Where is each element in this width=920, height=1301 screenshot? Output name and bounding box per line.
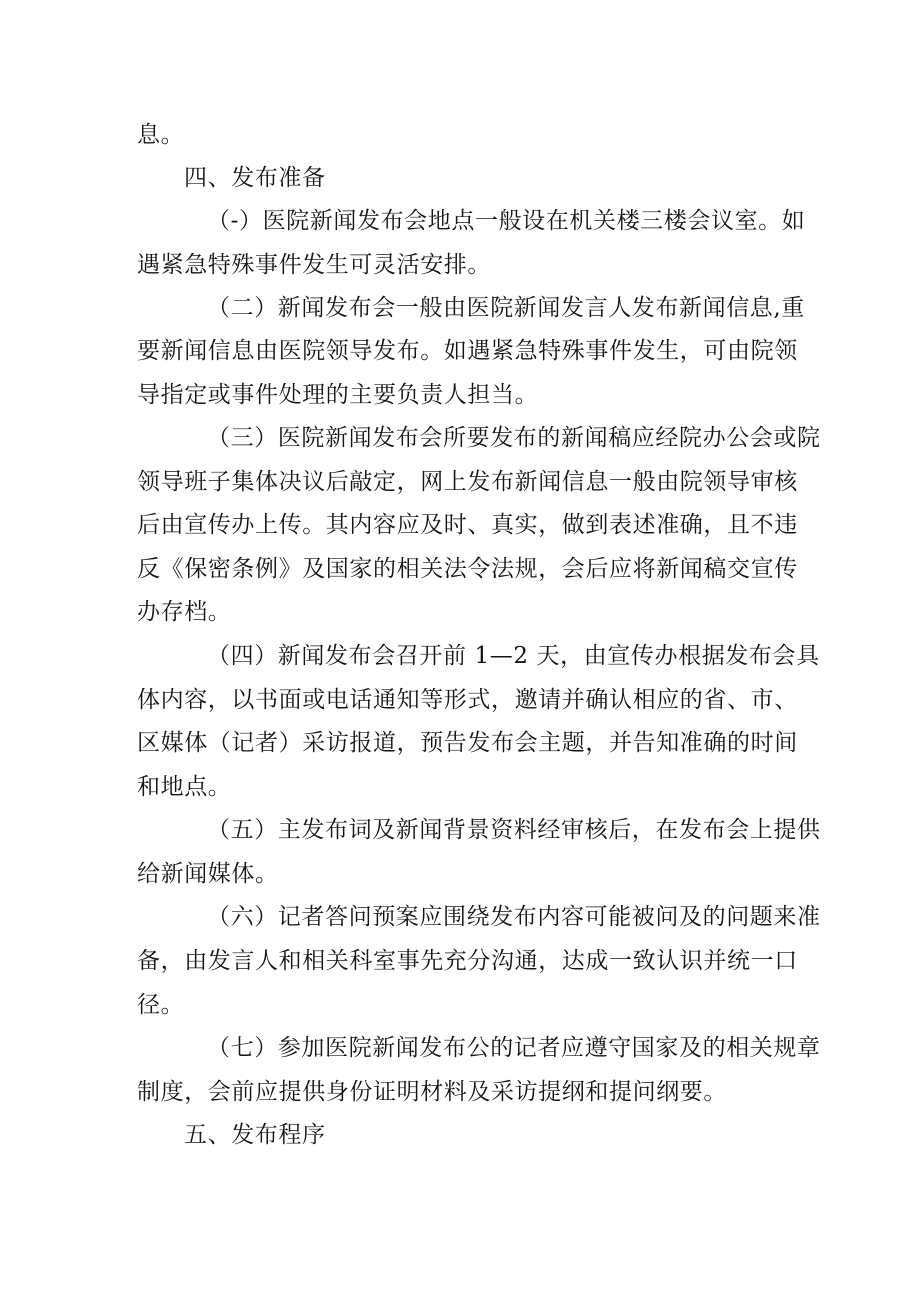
- text-line: （二）新闻发布会一般由医院新闻发言人发布新闻信息,重: [207, 295, 805, 321]
- text-line: 和地点。: [137, 774, 232, 800]
- text-line: （六）记者答问预案应围绕发布内容可能被问及的问题来准: [207, 904, 821, 930]
- section-heading-procedure: 五、发布程序: [184, 1122, 326, 1148]
- text-line: 备，由发言人和相关科室事先充分沟通，达成一致认识并统一口: [137, 948, 798, 974]
- text-line: 区媒体（记者）采访报道，预告发布会主题，并告知准确的时间: [137, 730, 798, 756]
- section-heading-preparation: 四、发布准备: [184, 165, 326, 191]
- text-line: （-）医院新闻发布会地点一般设在机关楼三楼会议室。如: [207, 208, 806, 234]
- text-line: 导指定或事件处理的主要负责人担当。: [137, 382, 539, 408]
- text-line: 领导班子集体决议后敲定，网上发布新闻信息一般由院领导审核: [137, 469, 798, 495]
- text-line: 后由宣传办上传。其内容应及时、真实，做到表述准确，且不违: [137, 512, 798, 538]
- text-line: 息。: [137, 122, 185, 148]
- text-line: 给新闻媒体。: [137, 861, 279, 887]
- text-line: 体内容，以书面或电话通知等形式，邀请并确认相应的省、市、: [137, 687, 798, 713]
- text-line: 办存档。: [137, 599, 232, 625]
- text-line: 遇紧急特殊事件发生可灵活安排。: [137, 252, 491, 278]
- text-line: （五）主发布词及新闻背景资料经审核后，在发布会上提供: [207, 817, 821, 843]
- text-line: 要新闻信息由医院领导发布。如遇紧急特殊事件发生，可由院领: [137, 338, 798, 364]
- text-line: 制度，会前应提供身份证明材料及采访提纲和提问纲要。: [137, 1079, 727, 1105]
- text-line: （四）新闻发布会召开前 1—2 天，由宣传办根据发布会具: [207, 643, 820, 669]
- text-line: （七）参加医院新闻发布公的记者应遵守国家及的相关规章: [207, 1035, 821, 1061]
- text-line: 反《保密条例》及国家的相关法令法规，会后应将新闻稿交宣传: [137, 556, 798, 582]
- text-line: 径。: [137, 992, 185, 1018]
- text-line: （三）医院新闻发布会所要发布的新闻稿应经院办公会或院: [207, 425, 821, 451]
